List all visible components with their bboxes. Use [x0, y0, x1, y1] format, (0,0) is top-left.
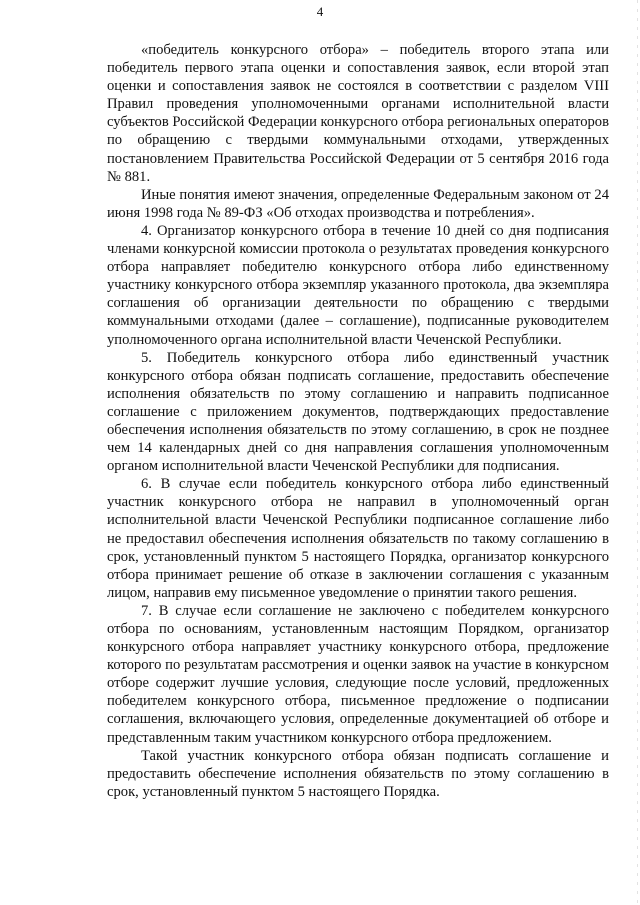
document-body	[107, 41, 609, 801]
paragraph-item-6: 6. В случае если победитель конкурсного отбора либо единственный участник конкурсного отбора не направил в уполномоченный орган исполнительной власти Чеченской Республики подписанное соглашение либо не предоставил обеспечения исполнения обязательств по такому соглашению в срок, установленный пунктом 5 настоящего Порядка, организатор конкурсного отбора принимает решение об отказе в заключении соглашения с указанным лицом, направив ему письменное уведомление о принятии такого решения.	[107, 476, 609, 601]
scan-edge-artifact	[637, 0, 638, 905]
paragraph-participant-obligation: Такой участник конкурсного отбора обязан подписать соглашение и предоставить обеспечение исполнения обязательств по этому соглашению в срок, установленный пунктом 5 настоящего Порядка.	[107, 747, 609, 800]
paragraph-item-4: 4. Организатор конкурсного отбора в течение 10 дней со дня подписания членами конкурсной комиссии протокола о результатах проведения конкурсного отбора направляет победителю конкурсного отбора либо единственному участнику конкурсного отбора экземпляр указанного протокола, два экземпляра соглашения об организации деятельности по обращению с твердыми коммунальными отходами (далее – соглашение), подписанные руководителем уполномоченного органа исполнительной власти Чеченской Республики.	[107, 222, 609, 348]
page-number: 4	[316, 4, 324, 19]
paragraph-other-terms: Иные понятия имеют значения, определенные Федеральным законом от 24 июня 1998 года № 89-ФЗ «Об отходах производства и потребления».	[107, 186, 609, 221]
paragraph-item-5: 5. Победитель конкурсного отбора либо единственный участник конкурсного отбора обязан подписать соглашение, предоставить обеспечение исполнения обязательств по этому соглашению и направить подписанное соглашение с приложением документов, подтверждающих предоставление обеспечения исполнения обязательств по этому соглашению, в срок не позднее чем 14 календарных дней со дня направления соглашения уполномоченным органом исполнительной власти Чеченской Республики для подписания.	[107, 349, 609, 475]
paragraph-definition-winner: «победитель конкурсного отбора» – победитель второго этапа или победитель первого этапа оценки и сопоставления заявок, если второй этап оценки и сопоставления заявок не состоялся в соответствии с разделом VIII Правил проведения уполномоченными органами исполнительной власти субъектов Российской Федерации конкурсного отбора региональных операторов по обращению с твердыми коммунальными отходами, утвержденных постановлением Правительства Российской Федерации от 5 сентября 2016 года № 881.	[107, 42, 609, 185]
paragraph-item-7: 7. В случае если соглашение не заключено с победителем конкурсного отбора по основаниям, установленным настоящим Порядком, организатор конкурсного отбора направляет участнику конкурсного отбора, предложение которого по результатам рассмотрения и оценки заявок на участие в конкурсном отборе содержит лучшие условия, следующие после условий, предложенных победителем конкурсного отбора, письменное предложение о подписании соглашения, включающего условия, определенные документацией об отборе и представленным таким участником конкурсного отбора предложением.	[107, 602, 609, 746]
